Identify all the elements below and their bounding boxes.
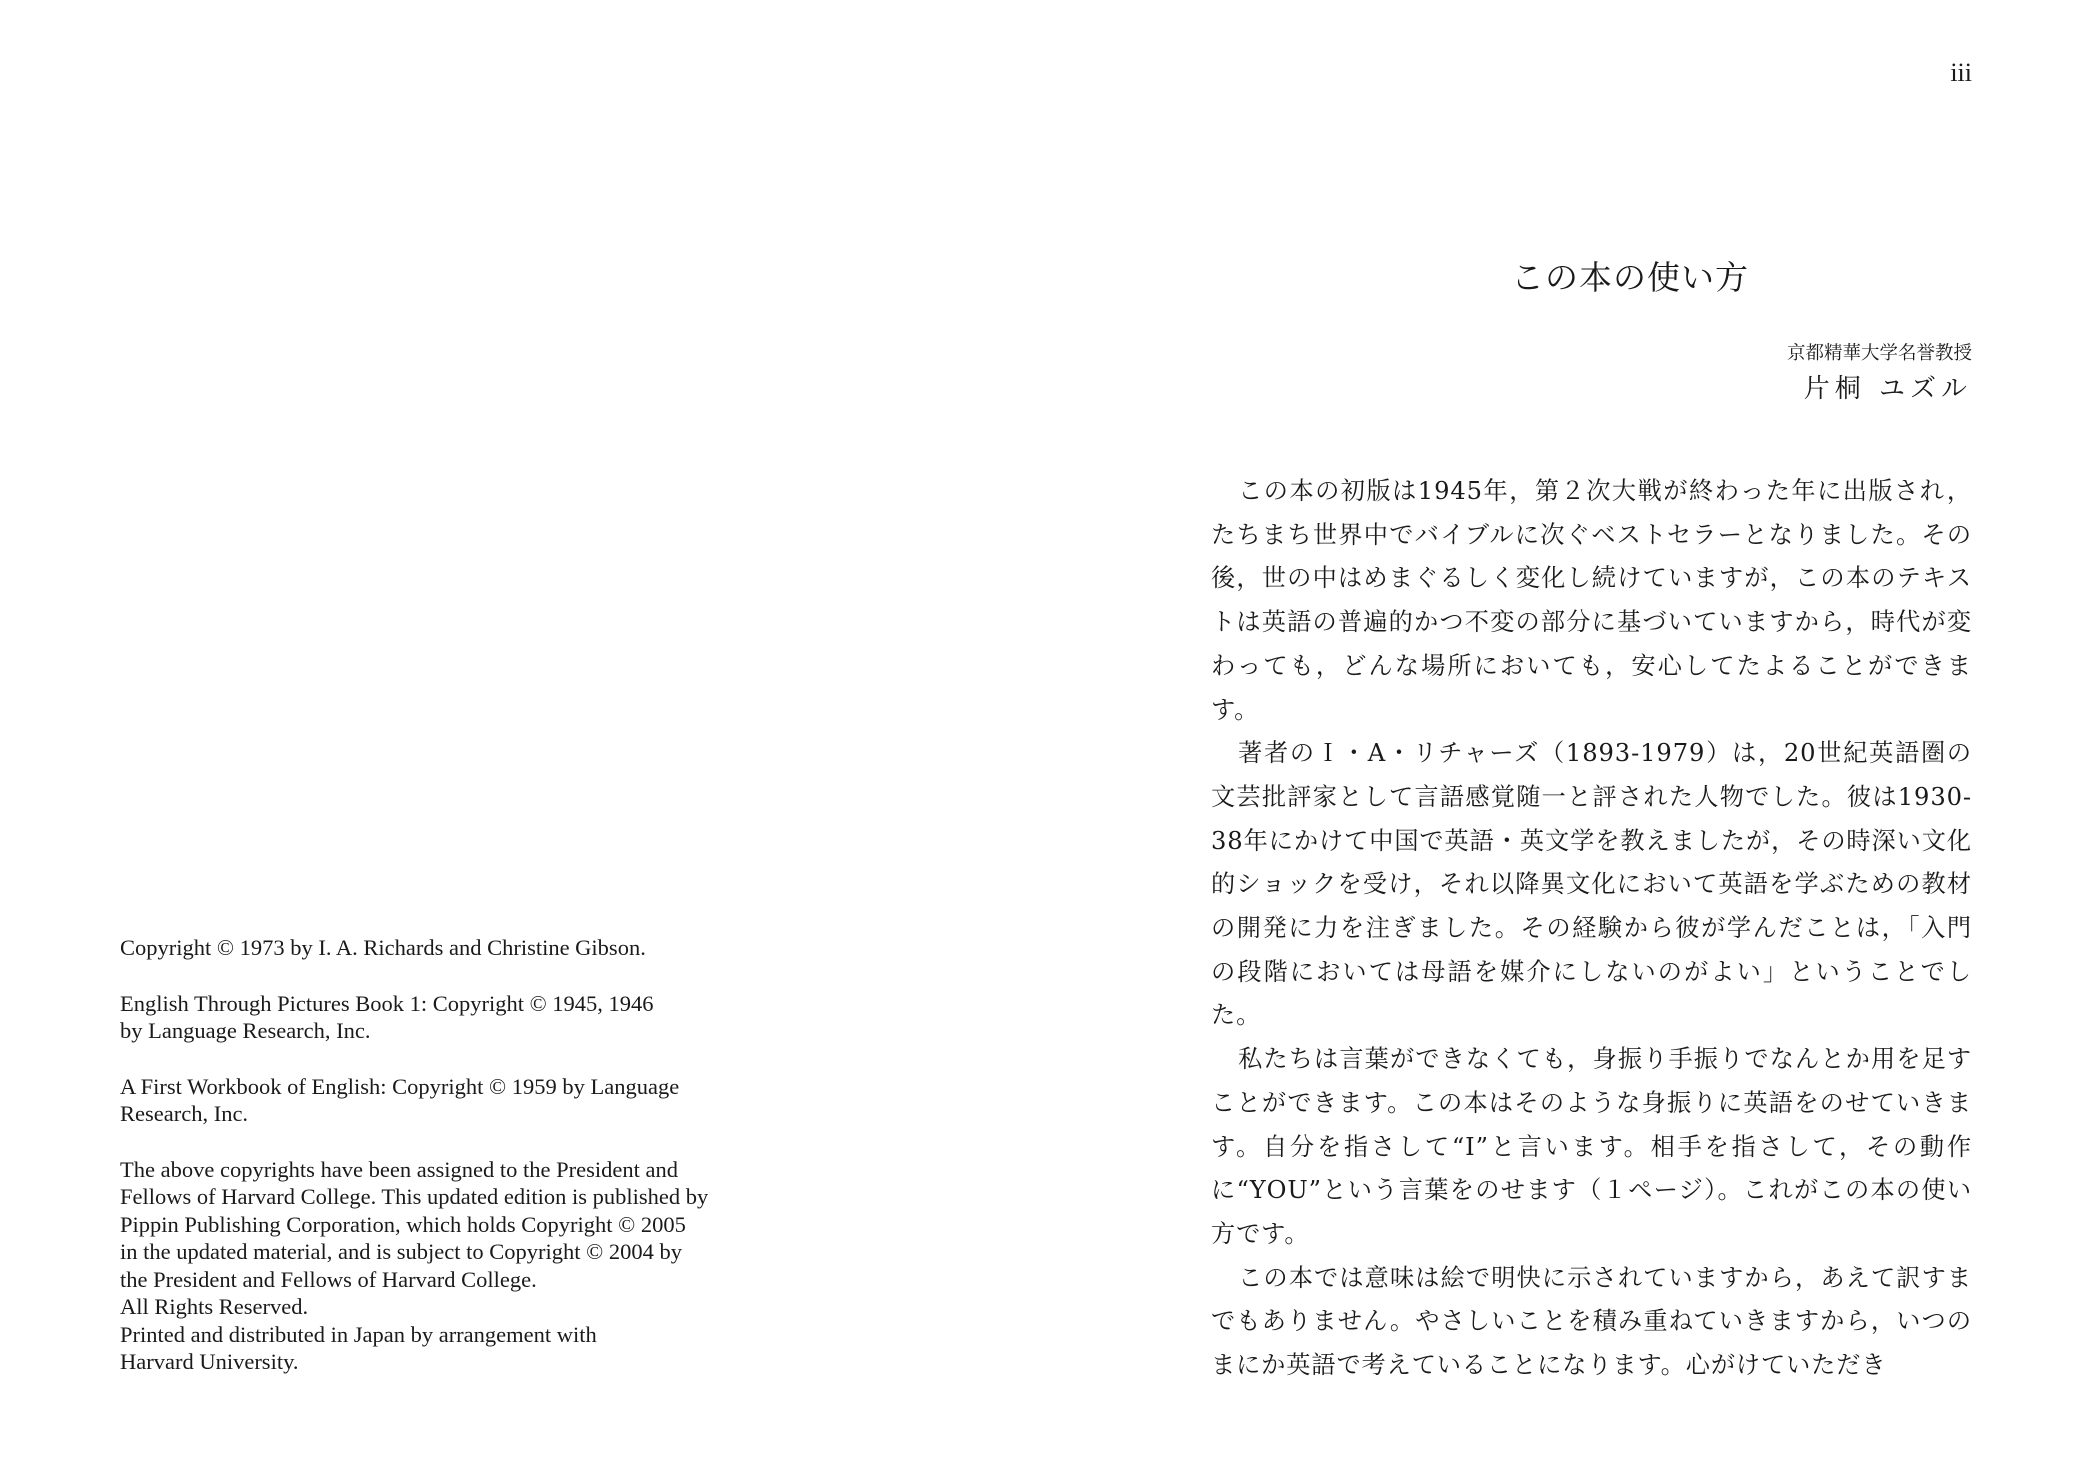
body-paragraph: 著者のＩ・A・リチャーズ（1893-1979）は，20世紀英語圏の文芸批評家として言語感覚随一と評された人物でした。彼は1930-38年にかけて中国で英語・英文学を教えましたが，その時深い文化的ショックを受け，それ以降異文化において英語を学ぶための教材の開発に力を注ぎました。その経験から彼が学んだことは，「入門の段階においては母語を媒介にしないのがよい」ということでした。 bbox=[1211, 739, 1972, 1030]
body-text bbox=[1211, 470, 1972, 1388]
copyright-assignment: The above copyrights have been assigned to the President and Fellows of Harvard College. This updated edition is published by Pippin Publishing Corporation, which holds Copyright © 2005 in the updated material, and is subject to Copyright © 2004 by the President and Fellows of Harvard College. All Rights Reserved. Printed and distributed in Japan by arrangement with Harvard University. bbox=[120, 1156, 709, 1374]
copyright-line: Copyright © 1973 by I. A. Richards and Christine Gibson. bbox=[120, 935, 646, 960]
author-name: 片桐 ユズル bbox=[1803, 374, 1972, 404]
copyright-workbook: A First Workbook of English: Copyright © 1959 by Language Research, Inc. bbox=[120, 1073, 680, 1126]
copyright-book1: English Through Pictures Book 1: Copyright © 1945, 1946 by Language Research, Inc. bbox=[120, 990, 654, 1043]
body-paragraph: この本では意味は絵で明快に示されていますから，あえて訳すまでもありません。やさしいことを積み重ねていきますから，いつのまにか英語で考えていることになります。心がけていただき bbox=[1211, 1263, 1972, 1380]
author-affiliation: 京都精華大学名誉教授 bbox=[1786, 343, 1972, 364]
copyright-block bbox=[120, 934, 760, 1376]
body-paragraph: 私たちは言葉ができなくても，身振り手振りでなんとか用を足すことができます。この本はそのような身振りに英語をのせていきます。自分を指さして“I”と言います。相手を指さして，その動作に“YOU”という言葉をのせます（１ページ）。これがこの本の使い方です。 bbox=[1211, 1045, 1972, 1248]
page-number: iii bbox=[1950, 58, 1972, 87]
page-title: この本の使い方 bbox=[1511, 258, 1749, 297]
body-paragraph: この本の初版は1945年，第２次大戦が終わった年に出版され，たちまち世界中でバイブルに次ぐベストセラーとなりました。その後，世の中はめまぐるしく変化し続けていますが，この本のテキストは英語の普遍的かつ不変の部分に基づいていますから，時代が変わっても，どんな場所においても，安心してたよることができます。 bbox=[1211, 477, 1972, 724]
